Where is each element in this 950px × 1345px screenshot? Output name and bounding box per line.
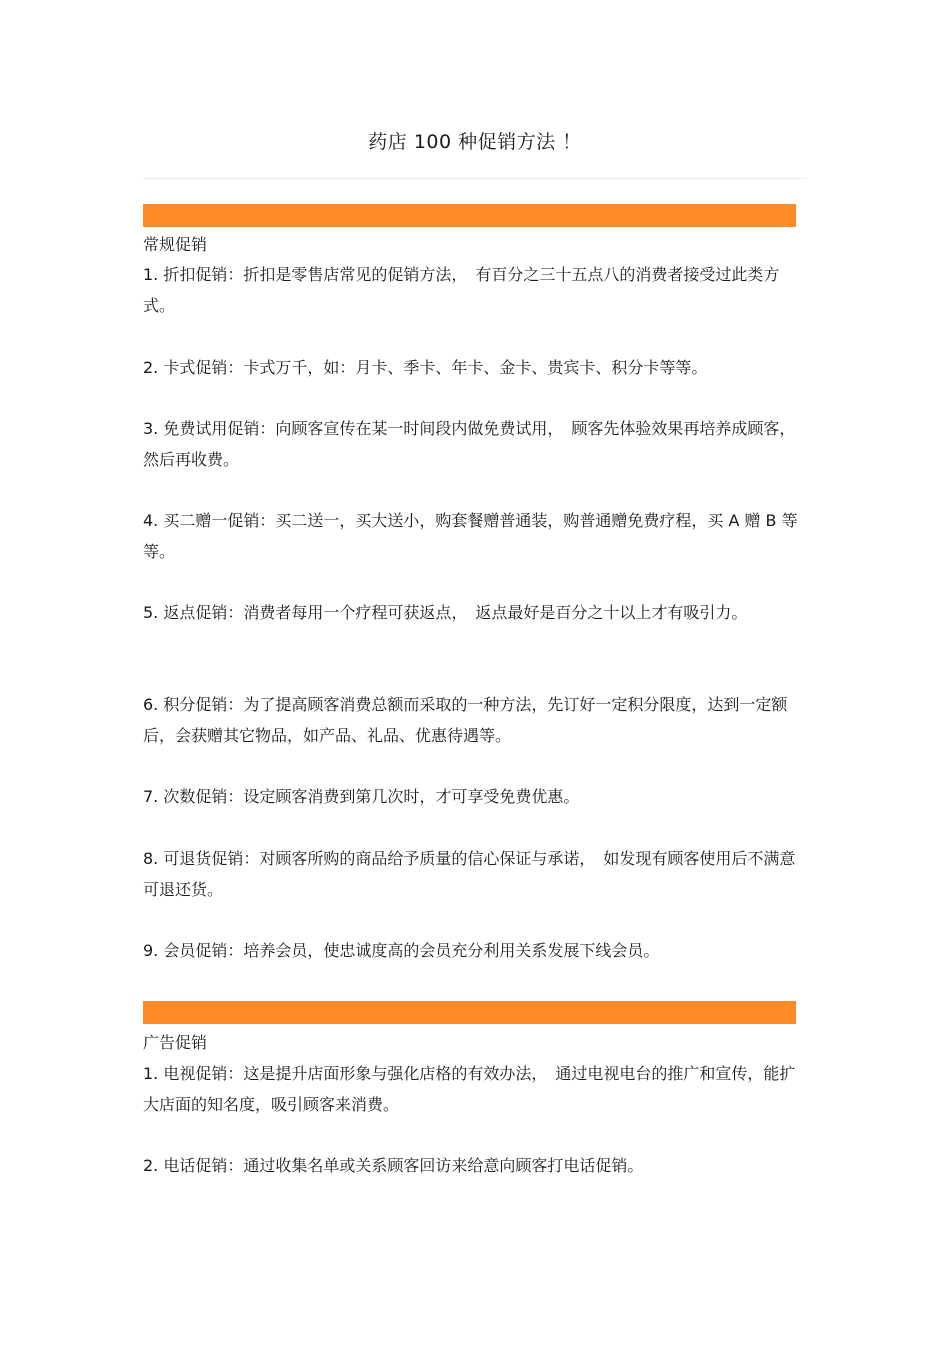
list-item: 4. 买二赠一促销：买二送一，买大送小，购套餐赠普通装，购普通赠免费疗程，买 A 赠 B 等等。 xyxy=(143,511,798,561)
list-item: 1. 电视促销：这是提升店面形象与强化店格的有效办法， 通过电视电台的推广和宣传，能扩大店面的知名度，吸引顾客来消费。 xyxy=(143,1064,796,1114)
section-bar-regular xyxy=(143,204,796,227)
page-title: 药店 100 种促销方法 ！ xyxy=(368,131,582,153)
section-heading-advertising: 广告促销 xyxy=(143,1033,208,1052)
list-item: 6. 积分促销：为了提高顾客消费总额而采取的一种方法，先订好一定积分限度，达到一定额后，会获赠其它物品，如产品、礼品、优惠待遇等。 xyxy=(143,695,788,745)
list-item: 1. 折扣促销：折扣是零售店常见的促销方法， 有百分之三十五点八的消费者接受过此类方式。 xyxy=(143,265,780,315)
list-item: 2. 电话促销：通过收集名单或关系顾客回访来给意向顾客打电话促销。 xyxy=(143,1156,644,1175)
title-divider xyxy=(143,178,807,179)
list-item: 9. 会员促销：培养会员，使忠诚度高的会员充分利用关系发展下线会员。 xyxy=(143,941,660,960)
list-item: 3. 免费试用促销：向顾客宣传在某一时间段内做免费试用， 顾客先体验效果再培养成顾客，然后再收费。 xyxy=(143,419,796,469)
list-item: 7. 次数促销：设定顾客消费到第几次时，才可享受免费优惠。 xyxy=(143,787,580,806)
list-item: 5. 返点促销：消费者每用一个疗程可获返点， 返点最好是百分之十以上才有吸引力。 xyxy=(143,603,748,622)
section-bar-advertising xyxy=(143,1001,796,1024)
list-item: 2. 卡式促销：卡式万千，如：月卡、季卡、年卡、金卡、贵宾卡、积分卡等等。 xyxy=(143,358,708,377)
list-item: 8. 可退货促销：对顾客所购的商品给予质量的信心保证与承诺， 如发现有顾客使用后不满意可退还货。 xyxy=(143,849,796,899)
section-heading-regular: 常规促销 xyxy=(143,235,208,254)
